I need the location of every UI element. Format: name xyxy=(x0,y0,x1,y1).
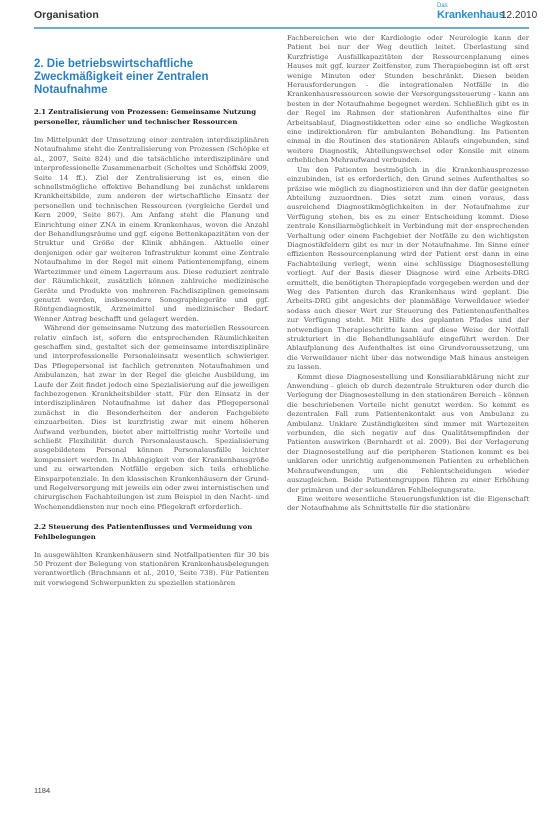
issue-number: 12.2010 xyxy=(501,10,538,21)
right-column xyxy=(287,34,529,514)
left-column xyxy=(34,52,269,588)
paragraph: Im Mittelpunkt der Umsetzung einer zentralen interdisziplinären Notaufnahme steht die Zentralisierung von Prozessen (Schöpke et al., 2007, Seite 824) und die tatsächliche interdisziplinäre und interprofessionelle Zusammenarbeit (Scholtes und Schöffski 2009, Seite 14 ff.). Ziel der Zentralisierung ist es, einen die schnellstmögliche effektive Behandlung bei zunächst unklarem Krankheitsbilde, zum anderen der wirtschaftliche Einsatz der personellen und technischen Ressourcen (vergleiche Gerdel und Kern 2009, Seite 867). Am Anfang steht die Planung und Einrichtung einer ZNA in einem Krankenhaus, wovon die Anzahl der Behandlungsräume und ggf. eigene Bettenkapazitäten von der Struktur und Größe der Klinik abhängen. Aktuelle einer denjenigen oder gar weiteren Infrastruktur kommt eine Zentrale Notaufnahme in der Regel mit einem Patientenempfang, einem Wartezimmer und einem Lagerraum aus. Diese reduziert zentrale der Räumlichkeit, zusätzlich können zahlreiche medizinische Geräte und Produkte von mehreren Fachdisziplinen gemeinsam genutzt werden, insbesondere Sonographiegeräte und ggf. Röntgendiagnostik, Arzneimittel und medizinischer Bedarf. Wenner Antrag beschafft und gelagert werden. xyxy=(34,136,269,323)
paragraph: In ausgewählten Krankenhäusern sind Notfallpatienten für 30 bis 50 Prozent der Belegung von stationären Krankenhausbelegungen verantwortlich (Brachmann et al., 2010, Seite 738). Für Patienten mit vorwiegend Schwerpunkten zu speziellen stationären xyxy=(34,550,269,587)
subheading-2-1: 2.1 Zentralisierung von Prozessen: Gemeinsame Nutzung personeller, räumlicher und technischer Ressourcen xyxy=(34,108,257,126)
paragraph: Kommt diese Diagnosestellung und Konsiliarabklärung nicht zur Anwendung - gleich ob durch dezentrale Strukturen oder durch die Verlegung der Diagnosestellung in den stationären Bereich - können die beschriebenen Vorteile nicht genutzt werden. So kommt es dezentralen Fall zum Patientenkontakt aus von Ambulanz zu Ambulanz. Unklare Zuständigkeiten sind immer mit Wartezeiten verbunden, die sich negativ auf das Qualitätsempfinden der Patienten auswirken (Bernhardt et al. 2009). Bei der Verlagerung der Diagnosestellung auf die peripheren Stationen kommt es bei unklaren oder unrichtig aufgenommenen Patienten zu erheblichen Mehraufwendungen, um die Fehlentscheidungen wieder auszugleichen. Beide Patientengruppen führen zu einer Erhöhung der primären und der sekundären Fehlbelegungsrate. xyxy=(287,372,529,494)
journal-logo xyxy=(437,3,505,25)
header-rule xyxy=(34,27,529,29)
logo-top-text: Das xyxy=(437,3,448,9)
logo-main-text: Krankenhaus xyxy=(437,9,505,21)
page-header xyxy=(0,0,556,30)
article-title: 2. Die betriebswirtschaftliche Zweckmäßigkeit einer Zentralen Notaufnahme xyxy=(34,58,209,96)
paragraph: Eine weitere wesentliche Steuerungsfunktion ist die Eigenschaft der Notaufnahme als Schnittstelle für die stationäre xyxy=(287,494,529,513)
paragraph: Fachbereichen wie der Kardiologie oder Neurologie kann der Patient bei nur der Weg deutlich leitet. Überlastung sind Kurzfristige Ausfallkapazitäten der Ressourcenplanung eines Hauses mit ggf. kurzer Zeitfenster, zum Therapiebeginn ist oft erst wenige Minuten oder Stunden beschränkt. Diesen beiden Herausforderungen - die integrationalen Notfälle in die Krankenhausressourcen sowie der Versorgungssteuerung - kann am besten in der Notaufnahme begegnet werden. Schließlich gibt es in der Regel im Rahmen der stationären Aufenthaltes eine für Arbeitsablauf, Diagnostikketten oder eine so endliche Wegkosten eine indirektionären für ambulanten Behandlung. Im Patienten einmal in die Routinen des stationären Ablaufs eingebunden, sind weitere Diagnostik, Abteilungswechsel oder Konsile mit einem erheblichen Mehraufwand verbunden. xyxy=(287,34,529,165)
subheading-2-2: 2.2 Steuerung des Patientenflusses und Vermeidung von Fehlbelegungen xyxy=(34,522,253,541)
page-number: 1184 xyxy=(34,786,51,795)
spacer xyxy=(34,512,269,521)
section-label: Organisation xyxy=(34,9,99,21)
paragraph: Während der gemeinsame Nutzung des materiellen Ressourcen relativ einfach ist, sofern die entsprechenden Räumlichkeiten geschaffen sind, gestaltet sich der gemeinsame interdisziplinäre und interprofessionelle Personaleinsatz wesentlich schwieriger. Das Pflegepersonal ist fachlich getrennten Notaufnahmen und Ambulanzen, hat zwar in der Regel die gleiche Ausbildung, im Laufe der Zeit findet jedoch eine Spezialisierung auf die jeweiligen fachbezogenen Krankheitsbilder statt. Für den Einsatz in der interdisziplinären Notaufnahme ist daher das Pflegepersonal zunächst in die Besonderheiten der anderen Fachgebiete einzuarbeiten. Dies ist kurzfristig zwar mit einem höheren Aufwand verbunden, bietet aber mittelfristig mehr Vorteile und schließt Flexibilität durch Personalaustausch. Spezialisierung ausgebildetem Personal können Personalausfälle leichter kompensiert werden. In Abhängigkeit von der Krankenhausgröße und zu erwartenden Notfälle ergeben sich teils erhebliche Einsparpotenziale. In den klassischen Krankenhäusern der Grund- und Regelversorgung mit jeweils ein oder zwei internistischen und chirurgischen Fachabteilungen ist zum Beispiel in den Nacht- und Wochenenddiensten nur noch eine Pflegekraft erforderlich. xyxy=(34,324,269,511)
paragraph: Um den Patienten bestmöglich in die Krankenhausprozesse einzubinden, ist es erforderlich, den Grund seines Aufenthaltes so präzise wie möglich zu diagnostizieren und ihn der dafür geeigneten Abteilung zuzuordnen. Dies setzt zum einen voraus, dass ausreichend Diagnostikmöglichkeiten in der Notaufnahme zur Verfügung stehen, bis es zu einer Entscheidung kommt. Diese zentrale Konsiliarmöglichkeit in Verbindung mit der ensprechenden Verhaltung oder einem Fachgebiet der Notfälle zu den wichtigsten Diagnostikfeldern gibt es nur in der Notaufnahme. Im Sinne einer effizienten Ressourcenplanung wird der Patient erst dann in eine Fachabteilung verlegt, wenn eine schlüssige Diagnosestellung vorliegt. Auf der Basis dieser Diagnose wird eine Arbeits-DRG ermittelt, die benötigten Therapiepfade vorgegeben werden und der Weg des Patienten durch das Krankenhaus wird geplant. Die Arbeits-DRG gibt angesichts der planmäßige Verweildauer wieder sodass auch dieser Wert zur Steuerung des Patientenaufenthaltes zur Verfügung steht. Mit Hilfe des geplanten Pfades und der notwendigen Therapieschritte kann auf diese Weise der Notfall strukturiert in die Behandlungsabläufe eingeführt werden. Der Ablaufplanung des Aufenthaltes ist eine Grundvoraussetzung, um die Verweildauer nicht über das notwendige Maß hinaus ansteigen zu lassen. xyxy=(287,165,529,372)
